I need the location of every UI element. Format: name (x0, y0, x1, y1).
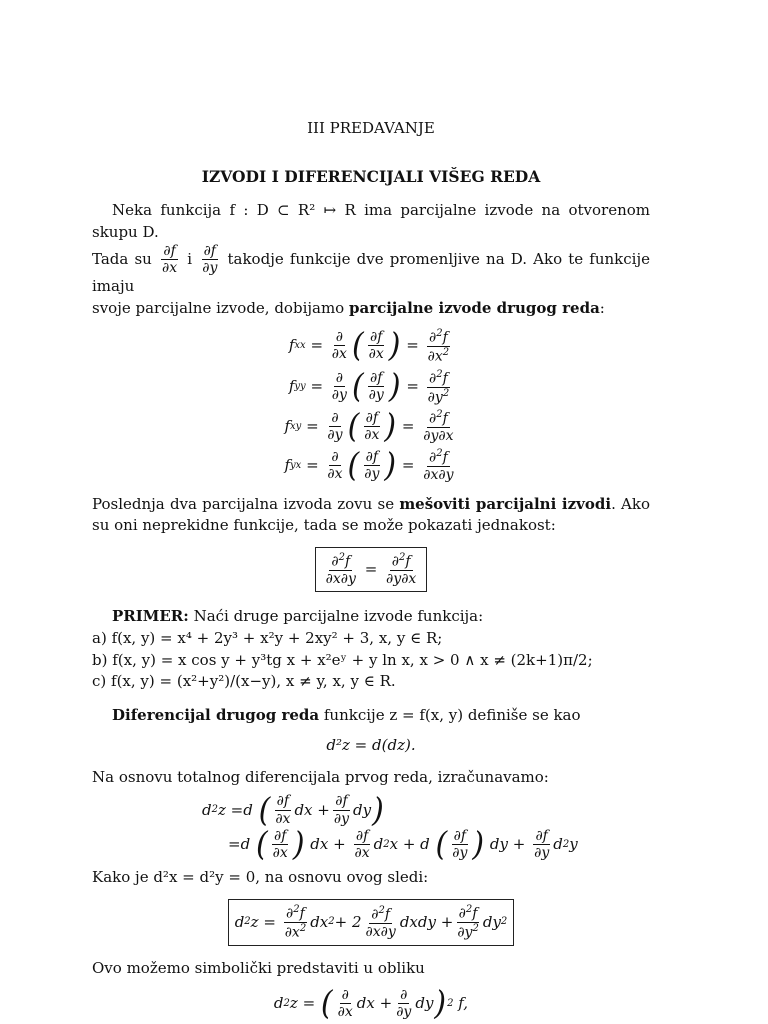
page-title: IZVODI I DIFERENCIJALI VIŠEG REDA (201, 166, 541, 186)
second-differential-box: d 2 z = $\frac{\partial^2f}{\partial x^2}$ dx 2 + 2 $\frac{\partial^2f}{\partial x\partial y}$ dxdy + $\frac{\partial^2f}{\partial y^2}$ dy 2 (92, 899, 650, 946)
d2z-definition: d²z = d(dz). (326, 735, 416, 754)
derivation (202, 790, 650, 864)
eq-fyy: f yy = $\frac{\partial}{\partial y}$ ( $\frac{\partial f}{\partial y}$ ) = $\frac{\partial^2f}{\partial y^2}$ (288, 367, 450, 406)
df-dy-fraction: $\frac{\partial f}{\partial y}$ (202, 242, 218, 277)
mixed-paragraph: Poslednja dva parcijalna izvoda zovu se mešoviti parcijalni izvodi. Ako su oni neprekidne funkcije, tada se može pokazati jednakost: (92, 494, 650, 535)
since-line: Kako je d²x = d²y = 0, na osnovu ovog sledi: (92, 868, 429, 887)
symbolic-equation: d 2 z = ( $\frac{\partial}{\partial x}$ dx + $\frac{\partial}{\partial y}$ dy ) 2 f, (273, 984, 469, 1023)
intro-line-1: Neka funkcija f : D ⊂ R² ↦ R ima parcijalne izvode na otvorenom skupu D. (92, 201, 650, 241)
primer-line: PRIMER: Naći druge parcijalne izvode funkcija: (112, 607, 484, 626)
intro-line-2: Tada su $\frac{\partial f}{\partial x}$ i $\frac{\partial f}{\partial y}$ takodje funkcije dve promenljive na D. Ako te funkcije imaju (92, 242, 650, 296)
examples (112, 606, 650, 628)
total-diff-line: Na osnovu totalnog diferencijala prvog reda, izračunavamo: (92, 767, 549, 786)
intro-line-3: svoje parcijalne izvode, dobijamo parcijalne izvode drugog reda: (92, 298, 605, 317)
example-a: a) f(x, y) = x⁴ + 2y³ + x²y + 2xy² + 3, x, y ∈ R; (92, 628, 443, 647)
derivation-line-2: =d ( $\frac{\partial f}{\partial x}$ ) dx + $\frac{\partial f}{\partial x}$ d 2 x + d ( $\frac{\partial f}{\partial y}$ ) dy + $\frac{\partial f}{\partial y}$ d 2 y (228, 825, 578, 864)
second-order-partials (92, 328, 650, 484)
eq-fyx: f yx = $\frac{\partial}{\partial x}$ ( $\frac{\partial f}{\partial y}$ ) = $\frac{\partial^2f}{\partial x\partial y}$ (284, 446, 454, 485)
derivation-line-1: d 2 z =d ( $\frac{\partial f}{\partial x}$ dx + $\frac{\partial f}{\partial y}$ dy ) (202, 790, 384, 830)
diff-definition: Diferencijal drugog reda funkcije z = f(x, y) definiše se kao (112, 706, 581, 725)
example-b: b) f(x, y) = x cos y + y³tg x + x²eʸ + y ln x, x > 0 ∧ x ≠ (2k+1)π/2; (92, 650, 593, 669)
schwarz-equality-box: $\frac{\partial^2f}{\partial x\partial y}$ = $\frac{\partial^2f}{\partial y\partial x}$ (92, 547, 650, 592)
document-page (92, 118, 650, 1024)
example-c: c) f(x, y) = (x²+y²)/(x−y), x ≠ y, x, y ∈ R. (92, 672, 396, 691)
eq-fxx: f xx = $\frac{\partial}{\partial x}$ ( $\frac{\partial f}{\partial x}$ ) = $\frac{\partial^2f}{\partial x^2}$ (288, 326, 450, 365)
symbolic-line: Ovo možemo simbolički predstaviti u obliku (92, 958, 425, 977)
df-dx-fraction: $\frac{\partial f}{\partial x}$ (161, 242, 178, 277)
lecture-heading: III PREDAVANJE (307, 119, 435, 137)
eq-fxy: f xy = $\frac{\partial}{\partial y}$ ( $\frac{\partial f}{\partial x}$ ) = $\frac{\partial^2f}{\partial y\partial x}$ (284, 407, 454, 446)
